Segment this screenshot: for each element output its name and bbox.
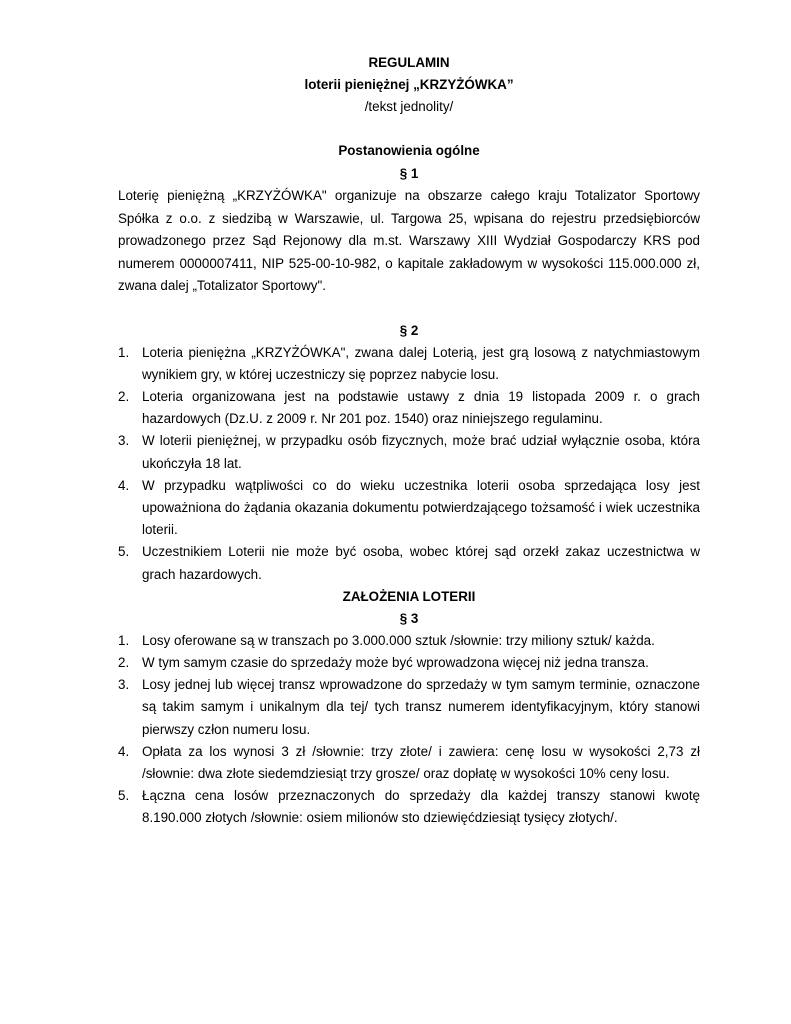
list-item: 1. Losy oferowane są w transzach po 3.000.000 sztuk /słownie: trzy miliony sztuk/ każda. [118, 632, 655, 648]
section-heading-general: Postanowienia ogólne [338, 143, 480, 158]
paragraph-2-list [118, 342, 700, 586]
paragraph-3-list [118, 630, 700, 830]
list-item: 4. W przypadku wątpliwości co do wieku uczestnika loterii osoba sprzedająca losy jest upoważniona do żądania okazania dokumentu potwierdzającego tożsamość i wiek uczestnika loterii. [118, 477, 700, 538]
paragraph-heading-2: § 2 [399, 322, 419, 338]
list-item: 1. Loteria pieniężna „KRZYŻÓWKA", zwana dalej Loterią, jest grą losową z natychmiastowym wynikiem gry, w której uczestniczy się poprzez nabycie losu. [118, 344, 700, 382]
document-note: /tekst jednolity/ [364, 99, 454, 114]
document-title: REGULAMIN [368, 55, 450, 70]
list-item: 5. Łączna cena losów przeznaczonych do sprzedaży dla każdej transzy stanowi kwotę 8.190.000 złotych /słownie: osiem milionów sto dziewięćdziesiąt tysięcy złotych/. [118, 788, 700, 826]
document-page [118, 52, 700, 830]
paragraph-heading-3: § 3 [399, 610, 419, 626]
list-item: 2. W tym samym czasie do sprzedaży może być wprowadzona więcej niż jedna transza. [118, 654, 649, 670]
document-subtitle: loterii pieniężnej „KRZYŻÓWKA” [304, 77, 514, 92]
list-item: 5. Uczestnikiem Loterii nie może być osoba, wobec której sąd orzekł zakaz uczestnictwa w grach hazardowych. [118, 544, 700, 582]
section-heading-assumptions: ZAŁOŻENIA LOTERII [342, 588, 476, 604]
list-item: 4. Opłata za los wynosi 3 zł /słownie: trzy złote/ i zawiera: cenę losu w wysokości 2,73 zł /słownie: dwa złote siedemdziesiąt trzy grosze/ oraz dopłatę w wysokości 10% ceny losu. [118, 743, 700, 781]
paragraph-1-text: Loterię pieniężną „KRZYŻÓWKA" organizuje na obszarze całego kraju Totalizator Sportowy Spółka z o.o. z siedzibą w Warszawie, ul. Targowa 25, wpisana do rejestru przedsiębiorców prowadzonego przez Sąd Rejonowy dla m.st. Warszawy XIII Wydział Gospodarczy KRS pod numerem 0000007411, NIP 525-00-10-982, o kapitale zakładowym w wysokości 115.000.000 zł, zwana dalej „Totalizator Sportowy". [118, 188, 700, 293]
paragraph-heading-1: § 1 [399, 166, 419, 181]
list-item: 3. W loterii pieniężnej, w przypadku osób fizycznych, może brać udział wyłącznie osoba, która ukończyła 18 lat. [118, 433, 700, 471]
list-item: 2. Loteria organizowana jest na podstawie ustawy z dnia 19 listopada 2009 r. o grach hazardowych (Dz.U. z 2009 r. Nr 201 poz. 1540) oraz niniejszego regulaminu. [118, 388, 700, 427]
list-item: 3. Losy jednej lub więcej transz wprowadzone do sprzedaży w tym samym terminie, oznaczone są takim samym i unikalnym dla tej/ tych transz numerem identyfikacyjnym, który stanowi pierwszy człon numeru losu. [118, 677, 700, 737]
